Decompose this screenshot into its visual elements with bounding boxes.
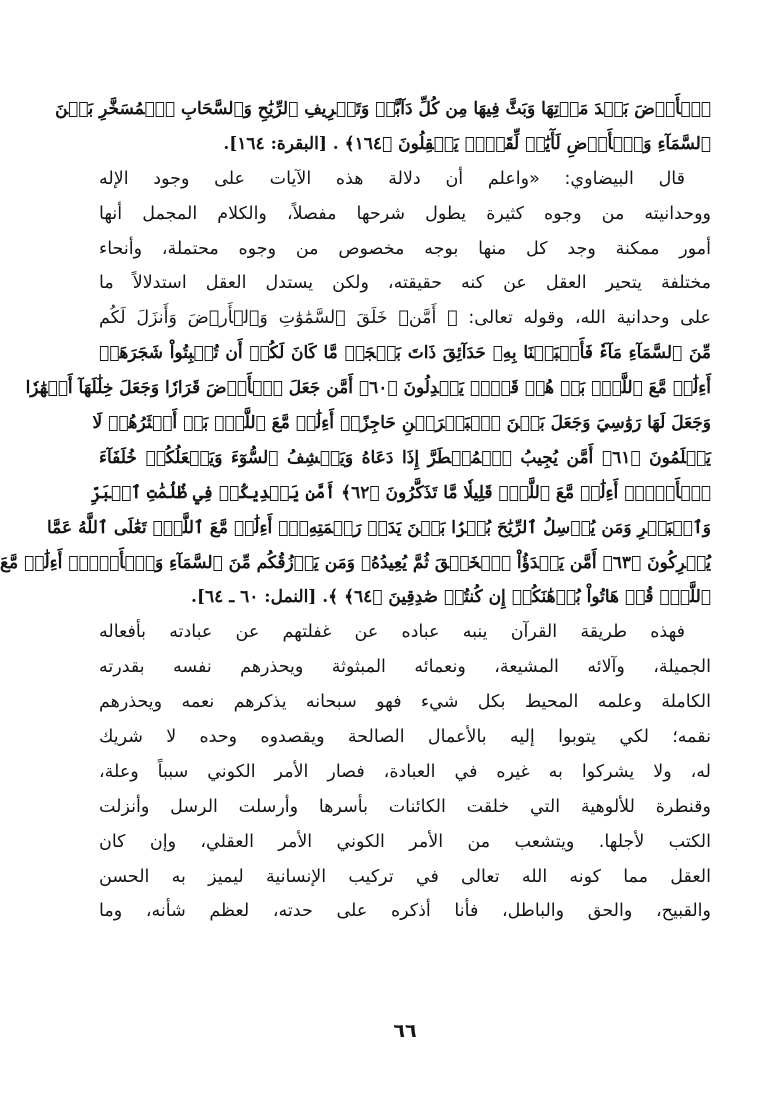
quran-verse-line: ٱلسَّمَآءِ وَٱلۡأَرۡضِ لَأٓيَٰتٖ لِّقَوۡمٖ يَعۡقِلُونَ ﴿١٦٤﴾ . [البقرة: ١٦٤].	[223, 133, 711, 154]
page-number: ٦٦	[393, 1020, 417, 1042]
paragraph-line: والقبيح، والحق والباطل، فأنا أذكره على حدته، لعظم شأنه، وما	[99, 901, 711, 922]
quran-verse-line: أَءِلَٰهٞ مَّعَ ٱللَّهِۚ بَلۡ هُمۡ قَوۡمٞ يَعۡدِلُونَ ﴿٦٠﴾ أَمَّن جَعَلَ ٱلۡأَرۡضَ قَرَارٗا وَجَعَلَ خِلَٰلَهَآ أَنۡهَٰرٗا	[25, 378, 711, 399]
paragraph-line: قال البيضاوي: «واعلم أن دلالة هذه الآيات على وجود الإله	[99, 168, 685, 189]
paragraph-line: أمور ممكنة وجد كل منها بوجه مخصوص من وجوه محتملة، وأنحاء	[99, 238, 711, 259]
quran-verse-line: يَعۡلَمُونَ ﴿٦١﴾ أَمَّن يُجِيبُ ٱلۡمُضۡطَرَّ إِذَا دَعَاهُ وَيَكۡشِفُ ٱلسُّوٓءَ وَيَجۡعَلُكُمۡ خُلَفَآءَ	[99, 447, 711, 468]
paragraph-line: وقنطرة للألوهية التي خلقت الكائنات بأسرها وأرسلت الرسل وأنزلت	[99, 796, 711, 817]
paragraph-line: الجميلة، وآلائه المشيعة، ونعمائه المبثوثة ويحذرهم نفسه بقدرته	[99, 657, 711, 678]
paragraph-line: مختلفة يتحير العقل عن كنه حقيقته، ولكن يستدل العقل استدلالاً ما	[99, 273, 711, 294]
quran-verse-line: وَجَعَلَ لَهَا رَوَٰسِيَ وَجَعَلَ بَيۡنَ ٱلۡبَحۡرَيۡنِ حَاجِزًاۗ أَءِلَٰهٞ مَّعَ ٱللَّهِۚ بَلۡ أَكۡثَرُهُمۡ لَا	[92, 413, 711, 434]
quran-verse-line: مِّنَ ٱلسَّمَآءِ مَآءٗ فَأَنۢبَتۡنَا بِهِۦ حَدَآئِقَ ذَاتَ بَهۡجَةٖ مَّا كَانَ لَكُمۡ أَن تُنۢبِتُواْ شَجَرَهَآۗ	[99, 343, 712, 364]
quran-verse-line: ٱلۡأَرۡضِۗ أَءِلَٰهٞ مَّعَ ٱللَّهِۚ قَلِيلٗا مَّا تَذَكَّرُونَ ﴿٦٢﴾ أَمَّن يَهۡدِيكُمۡ فِي ظُلُمَٰتِ ٱلۡبَرِّ	[90, 482, 711, 503]
quran-verse-line: يُشۡرِكُونَ ﴿٦٣﴾ أَمَّن يَبۡدَؤُاْ ٱلۡخَلۡقَ ثُمَّ يُعِيدُهُۥ وَمَن يَرۡزُقُكُم مِّنَ ٱلسَّمَآءِ وَٱلۡأَرۡضِۗ أَءِلَٰهٞ مَّعَ	[0, 552, 711, 573]
paragraph-line: الكاملة وعلمه المحيط بكل شيء فهو سبحانه يذكرهم نعمه ويحذرهم	[99, 692, 711, 713]
paragraph-line: ووحدانيته من وجوه كثيرة يطول شرحها مفصلاً، والكلام المجمل أنها	[99, 203, 711, 224]
quran-verse-line: وَٱلۡبَحۡرِ وَمَن يُرۡسِلُ ٱلرِّيَٰحَ بُشۡرَۢا بَيۡنَ يَدَيۡ رَحۡمَتِهِۦٓۗ أَءِلَٰهٞ مَّعَ ٱللَّهِۚ تَعَٰلَى ٱللَّهُ عَمَّا	[47, 517, 711, 538]
paragraph-line: نقمه؛ لكي يتوبوا إليه بالأعمال الصالحة ويقصدوه وحده لا شريك	[99, 727, 711, 748]
paragraph-line: فهذه طريقة القرآن ينبه عباده عن غفلتهم عن عبادته بأفعاله	[99, 622, 685, 643]
paragraph-line: العقل مما كونه الله تعالى في تركيب الإنسانية ليميز به الحسن	[99, 866, 711, 887]
page-body-text	[0, 92, 712, 992]
paragraph-line: الكتب لأجلها. ويتشعب من الأمر الكوني الأمر العقلي، وإن كان	[99, 831, 711, 852]
quran-verse-line: ٱلۡأَرۡضَ بَعۡدَ مَوۡتِهَا وَبَثَّ فِيهَا مِن كُلِّ دَآبَّةٖ وَتَصۡرِيفِ ٱلرِّيَٰحِ وَٱلسَّحَابِ ٱلۡمُسَخَّرِ بَيۡنَ	[55, 99, 711, 119]
paragraph-line: على وحدانية الله، وقوله تعالى: ﴿ أَمَّنۡ خَلَقَ ٱلسَّمَٰوَٰتِ وَٱلۡأَرۡضَ وَأَنزَلَ لَكُم	[99, 308, 711, 329]
paragraph-line: له، ولا يشركوا به غيره في العبادة، فصار الأمر الكوني سبباً وعلة،	[99, 761, 711, 782]
book-page	[0, 92, 712, 1052]
quran-verse-line: ٱللَّهِۚ قُلۡ هَاتُواْ بُرۡهَٰنَكُمۡ إِن كُنتُمۡ صَٰدِقِينَ ﴿٦٤﴾ ﴾. [النمل: ٦٠ ـ ٦٤].	[191, 587, 711, 608]
